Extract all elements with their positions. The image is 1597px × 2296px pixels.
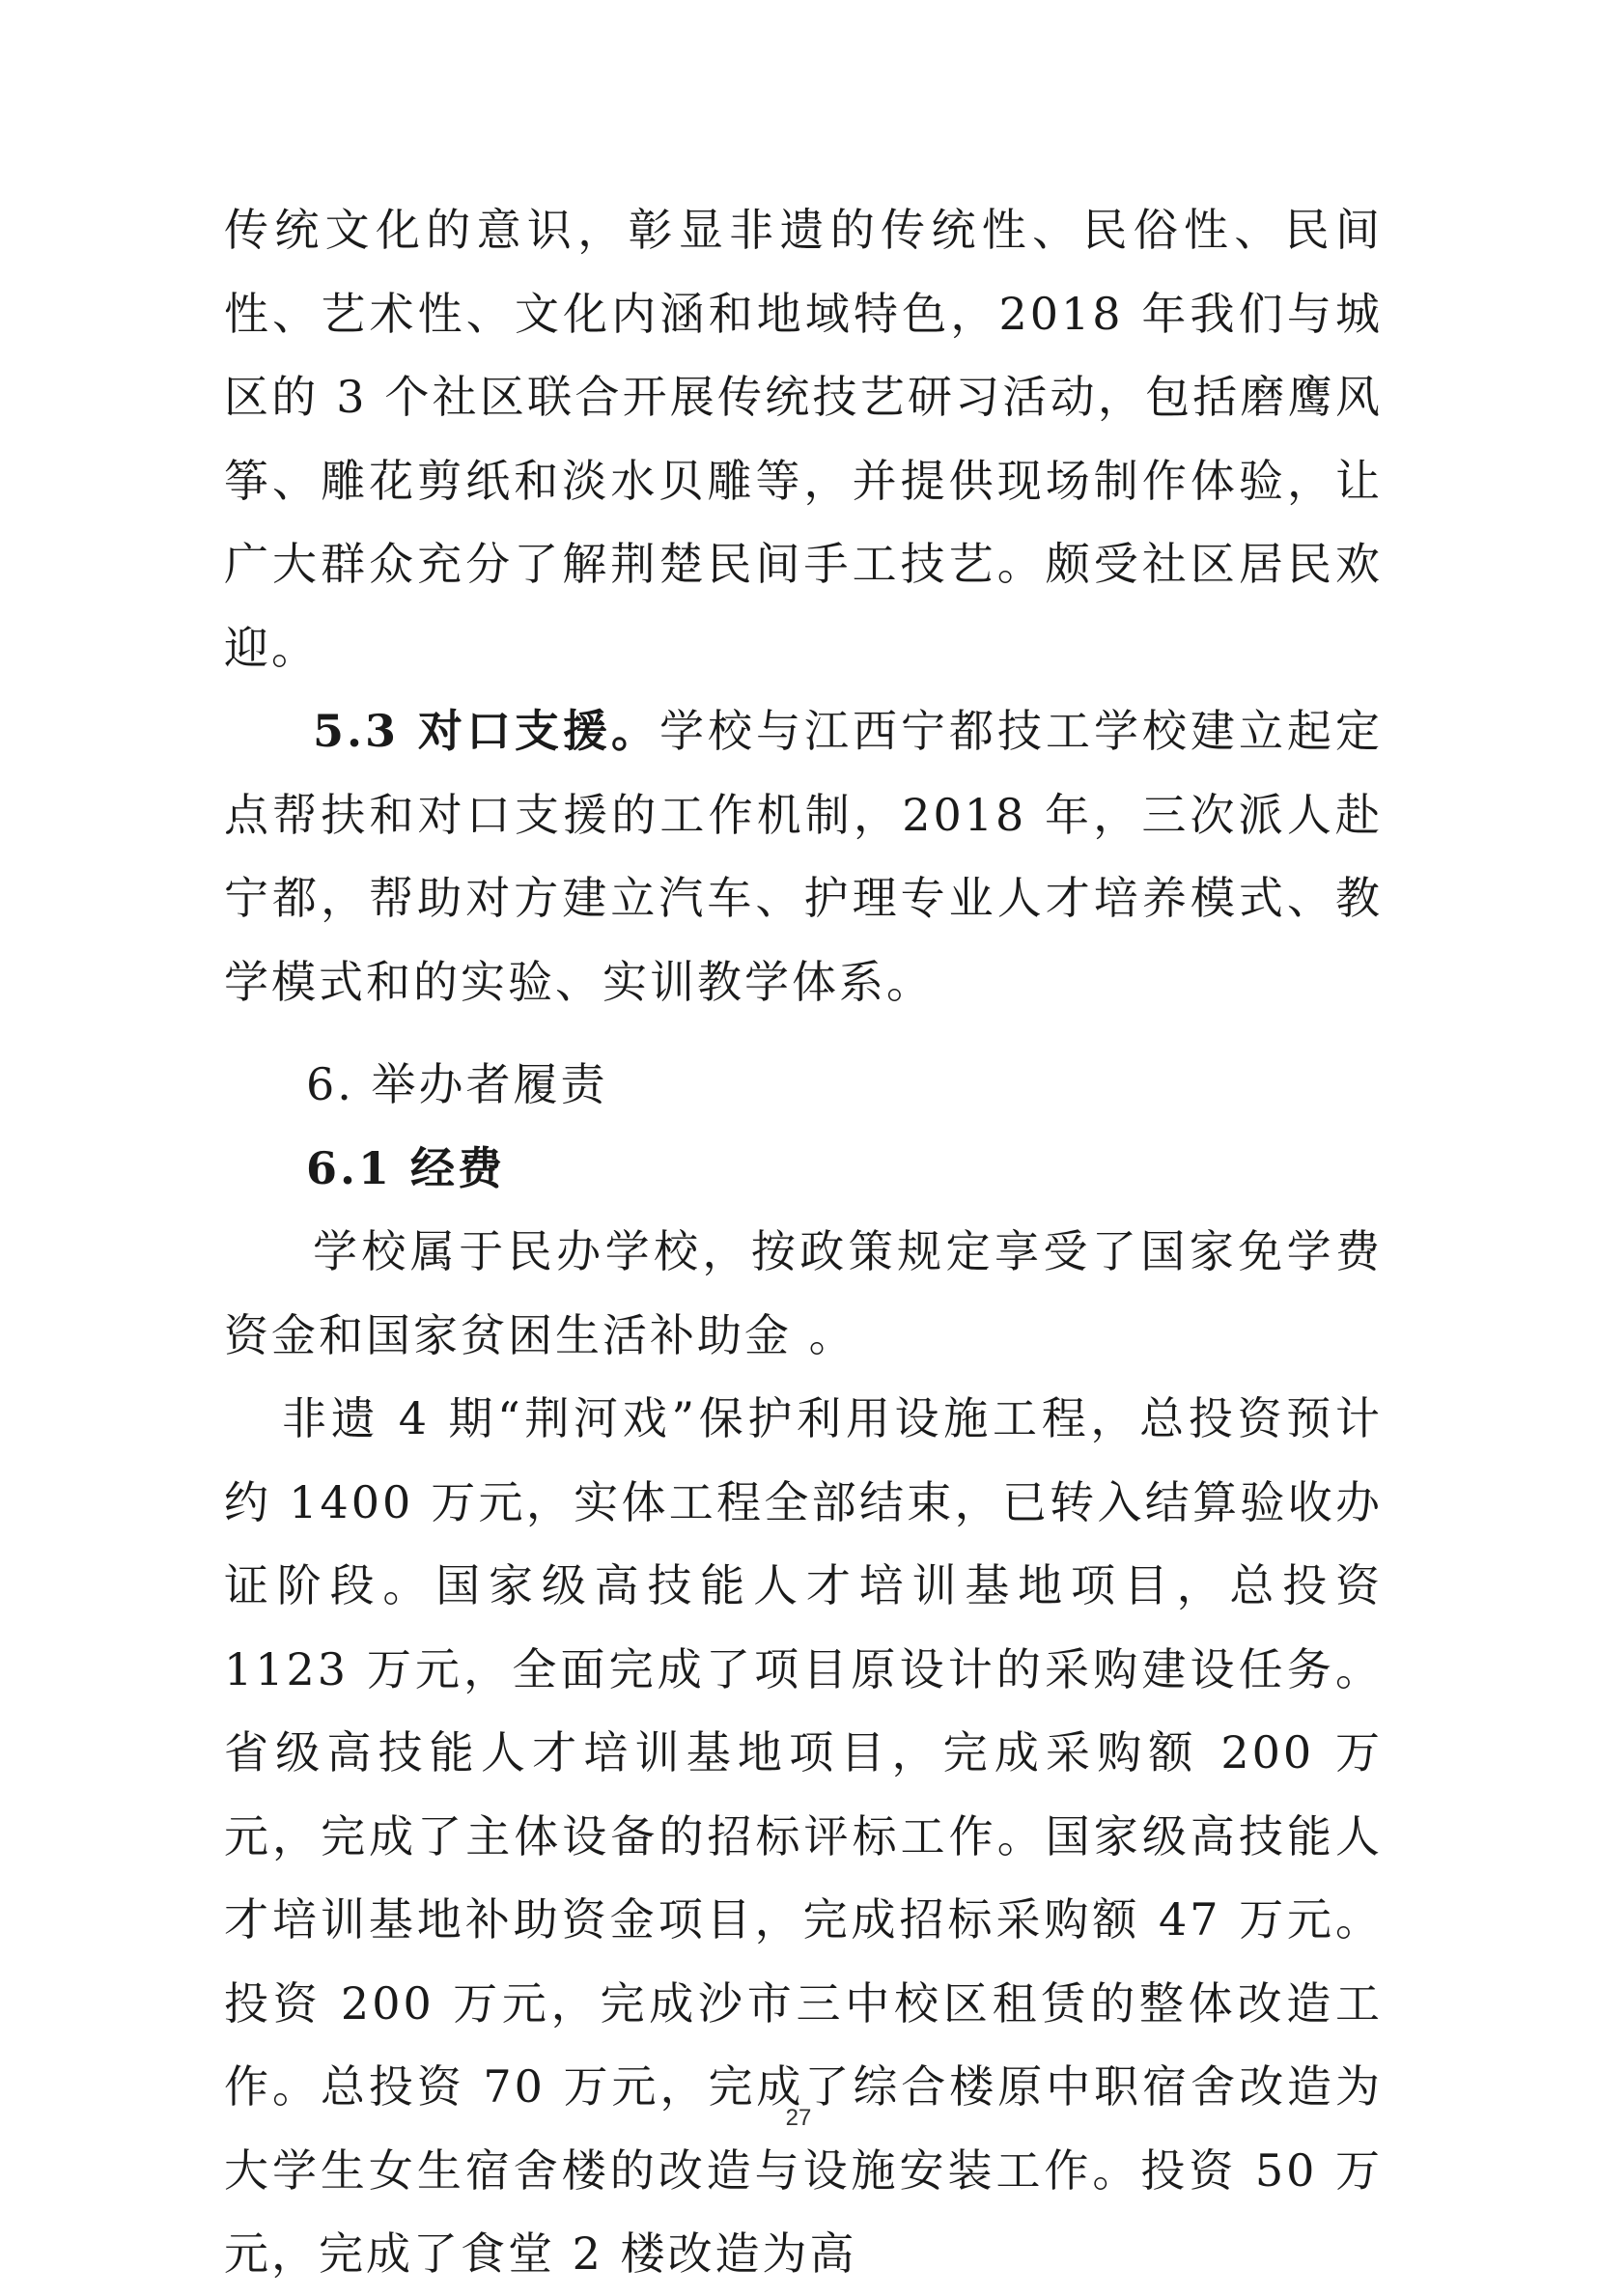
section-5-3-body: 学校与江西宁都技工学校建立起定点帮扶和对口支援的工作机制，2018 年，三次派人赴宁都，帮助对方建立汽车、护理专业人才培养模式、教学模式和的实验、实训教学体系。 [224, 705, 1383, 1008]
section-5-3-lead: 5.3 对口支援。 [313, 705, 660, 757]
section-6-heading: 6. 举办者履责 [306, 1058, 608, 1110]
paragraph-paired-assistance [224, 689, 1383, 1023]
paragraph-funding: 学校属于民办学校，按政策规定享受了国家免学费资金和国家贫困生活补助金 。 [224, 1225, 1383, 1361]
paragraph-investments: 非遗 4 期“荆河戏”保护利用设施工程，总投资预计约 1400 万元，实体工程全部结束，已转入结算验收办证阶段。国家级高技能人才培训基地项目，总投资 1123 万元，全面完成了项目原设计的采购建设任务。省级高技能人才培训基地项目，完成采购额 200 万元，完成了主体设备的招标评标工作。国家级高技能人才培训基地补助资金项目，完成招标采购额 47 万元。投资 200 万元，完成沙市三中校区租赁的整体改造工作。总投资 70 万元，完成了综合楼原中职宿舍改造为大学生女生宿舍楼的改造与设施安装工作。投资 50 万元，完成了食堂 2 楼改造为高 [224, 1392, 1383, 2280]
document-body [224, 188, 1383, 2296]
page-number: 27 [785, 2105, 812, 2131]
section-6-1-heading: 6.1 经费 [306, 1141, 506, 1194]
paragraph-heritage-activities: 传统文化的意识，彰显非遗的传统性、民俗性、民间性、艺术性、文化内涵和地域特色，2018 年我们与城区的 3 个社区联合开展传统技艺研习活动，包括磨鹰风筝、雕花剪纸和淡水贝雕等，并提供现场制作体验，让广大群众充分了解荆楚民间手工技艺。颇受社区居民欢迎。 [224, 204, 1383, 674]
